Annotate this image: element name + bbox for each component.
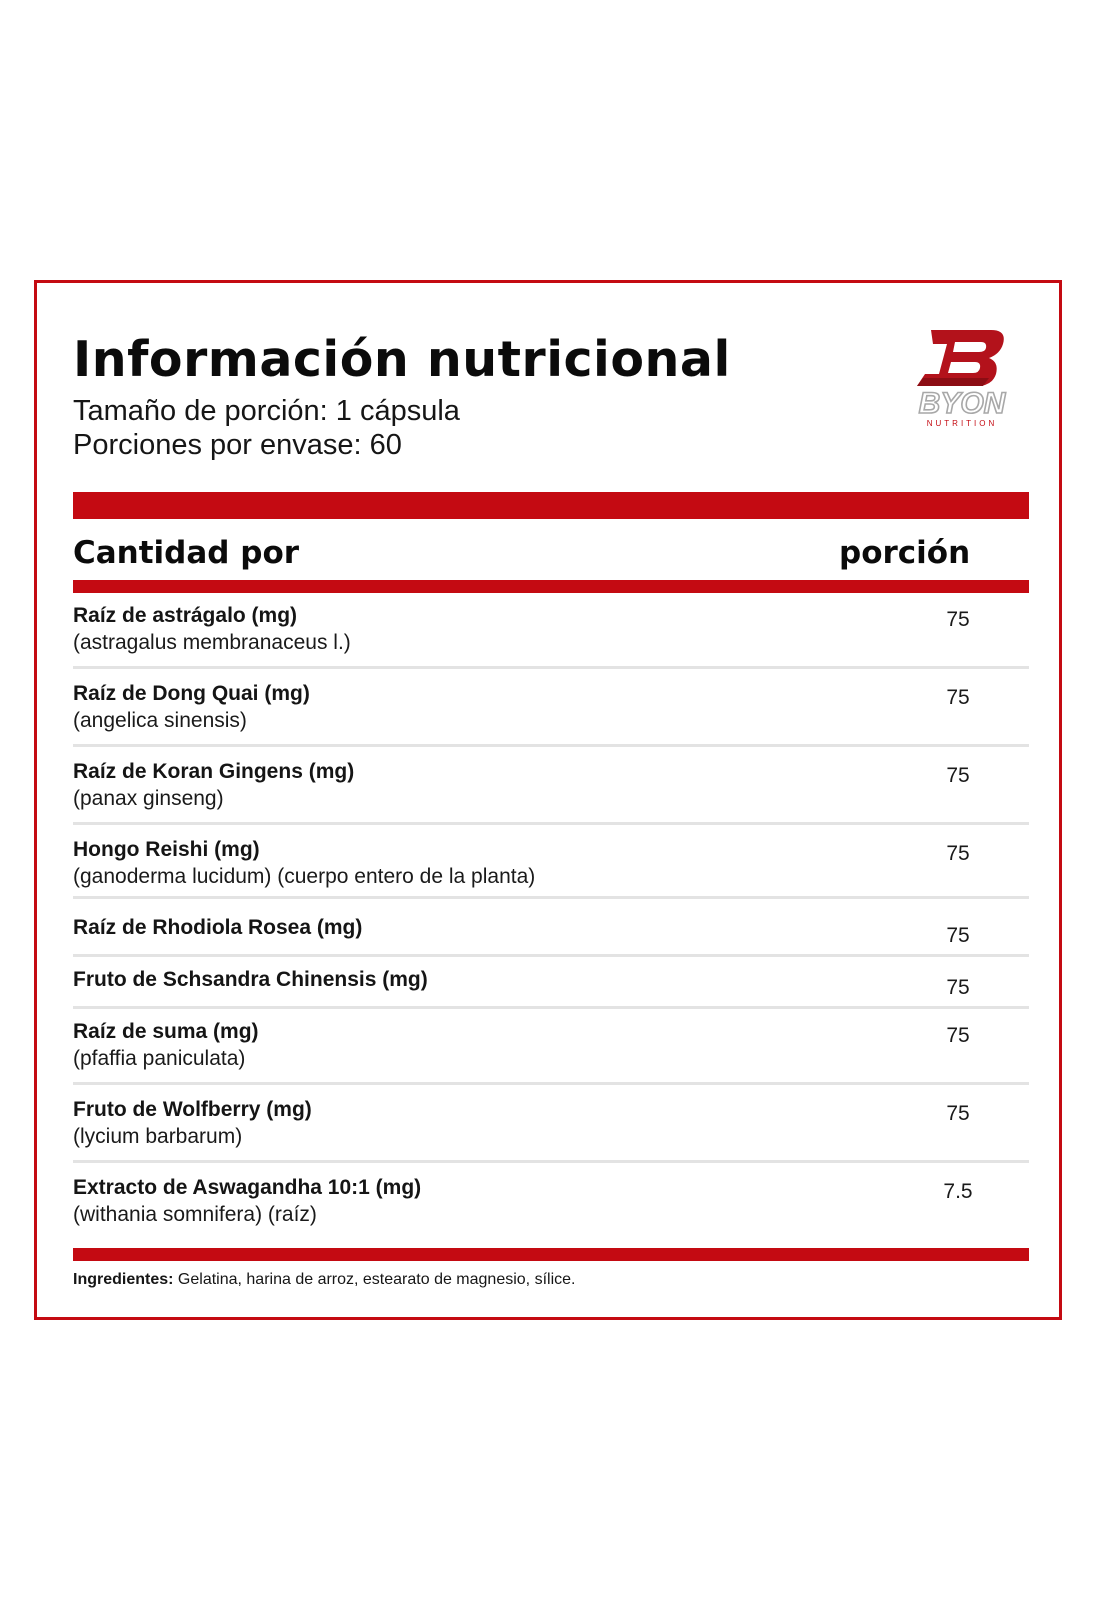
ingredient-description: (angelica sinensis)	[73, 709, 247, 732]
logo-b-mark	[917, 330, 1004, 386]
servings-per-container: Porciones por envase: 60	[73, 429, 402, 461]
ingredient-description: (astragalus membranaceus l.)	[73, 631, 351, 654]
ingredient-name: Raíz de astrágalo (mg)	[73, 604, 298, 627]
ingredient-amount: 75	[946, 924, 970, 947]
ingredients-line	[73, 1271, 575, 1289]
ingredient-description: (panax ginseng)	[73, 787, 224, 810]
brand-logo	[903, 318, 1021, 428]
row-separator	[73, 1082, 1029, 1085]
ingredient-amount: 75	[946, 608, 970, 631]
row-separator	[73, 954, 1029, 957]
ingredients-text: Gelatina, harina de arroz, estearato de magnesio, sílice.	[173, 1271, 576, 1288]
ingredient-amount: 75	[946, 842, 970, 865]
ingredient-name: Fruto de Wolfberry (mg)	[73, 1098, 312, 1121]
ingredient-name: Raíz de Koran Gingens (mg)	[73, 760, 355, 783]
row-separator	[73, 744, 1029, 747]
bottom-divider-bar	[73, 1248, 1029, 1261]
ingredient-description: (ganoderma lucidum) (cuerpo entero de la planta)	[73, 865, 536, 888]
serving-size: Tamaño de porción: 1 cápsula	[73, 395, 460, 427]
ingredient-name: Raíz de Dong Quai (mg)	[73, 682, 310, 705]
column-header-serving: porción	[839, 535, 971, 571]
ingredient-description: (withania somnifera) (raíz)	[73, 1203, 317, 1226]
ingredient-amount: 75	[946, 686, 970, 709]
ingredient-name: Hongo Reishi (mg)	[73, 838, 260, 861]
row-separator	[73, 666, 1029, 669]
ingredient-name: Extracto de Aswagandha 10:1 (mg)	[73, 1176, 422, 1199]
row-separator	[73, 1006, 1029, 1009]
ingredient-name: Fruto de Schsandra Chinensis (mg)	[73, 968, 428, 991]
ingredient-description: (pfaffia paniculata)	[73, 1047, 246, 1070]
ingredient-name: Raíz de suma (mg)	[73, 1020, 259, 1043]
logo-tagline-text: NUTRITION	[926, 419, 998, 428]
top-divider-bar	[73, 492, 1029, 519]
ingredient-amount: 75	[946, 1024, 970, 1047]
header-divider-bar	[73, 580, 1029, 593]
row-separator	[73, 822, 1029, 825]
row-separator	[73, 896, 1029, 899]
ingredient-amount: 75	[946, 1102, 970, 1125]
nutrition-facts-panel	[34, 280, 1062, 1320]
ingredients-label: Ingredientes:	[73, 1271, 174, 1288]
ingredient-name: Raíz de Rhodiola Rosea (mg)	[73, 916, 363, 939]
ingredient-amount: 7.5	[943, 1180, 973, 1203]
ingredient-amount: 75	[946, 764, 970, 787]
ingredient-description: (lycium barbarum)	[73, 1125, 243, 1148]
column-header-amount: Cantidad por	[73, 535, 300, 571]
row-separator	[73, 1160, 1029, 1163]
ingredient-amount: 75	[946, 976, 970, 999]
logo-brand-text: BYON	[918, 387, 1006, 420]
page-title: Información nutricional	[73, 331, 731, 388]
